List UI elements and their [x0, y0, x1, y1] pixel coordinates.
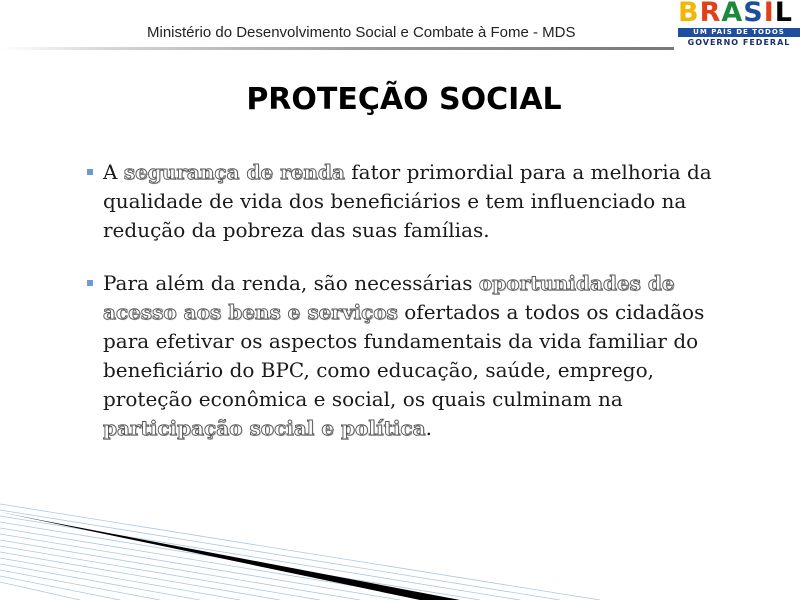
bullet-item — [84, 158, 744, 245]
logo-word: BRASIL — [678, 0, 794, 28]
slide-header — [0, 0, 800, 50]
slide-title: PROTEÇÃO SOCIAL — [246, 82, 562, 117]
ministry-name: Ministério do Desenvolvimento Social e Combate à Fome - MDS — [147, 24, 576, 41]
bullet-text: . — [425, 416, 432, 440]
slide-content — [84, 158, 744, 467]
highlight-text: oportunidades de acesso aos bens e serviços — [103, 271, 675, 324]
bullet-text: fator primordial para a melhoria da qualidade de vida dos beneficiários e tem influenciado na redução da pobreza das suas famílias. — [103, 160, 712, 242]
bullet-text: ofertados a todos os cidadãos para efetivar os aspectos fundamentais da vida familiar do beneficiário do BPC, como educação, saúde, emprego, proteção econômica e social, os quais culminam na — [103, 300, 705, 411]
logo-tagline: UM PAÍS DE TODOS — [678, 28, 800, 37]
highlight-text: participação social e política — [103, 416, 426, 440]
brasil-logo — [678, 0, 800, 48]
bullet-marker — [87, 280, 93, 286]
highlight-text: segurança de renda — [123, 160, 345, 184]
bullet-text: Para além da renda, são necessárias — [103, 271, 479, 295]
bullet-marker — [87, 169, 93, 175]
bullet-item — [84, 269, 744, 443]
decorative-swoosh — [0, 490, 800, 600]
header-divider — [0, 47, 674, 50]
logo-subtitle: GOVERNO FEDERAL — [687, 38, 791, 47]
bullet-text: A — [103, 160, 124, 184]
